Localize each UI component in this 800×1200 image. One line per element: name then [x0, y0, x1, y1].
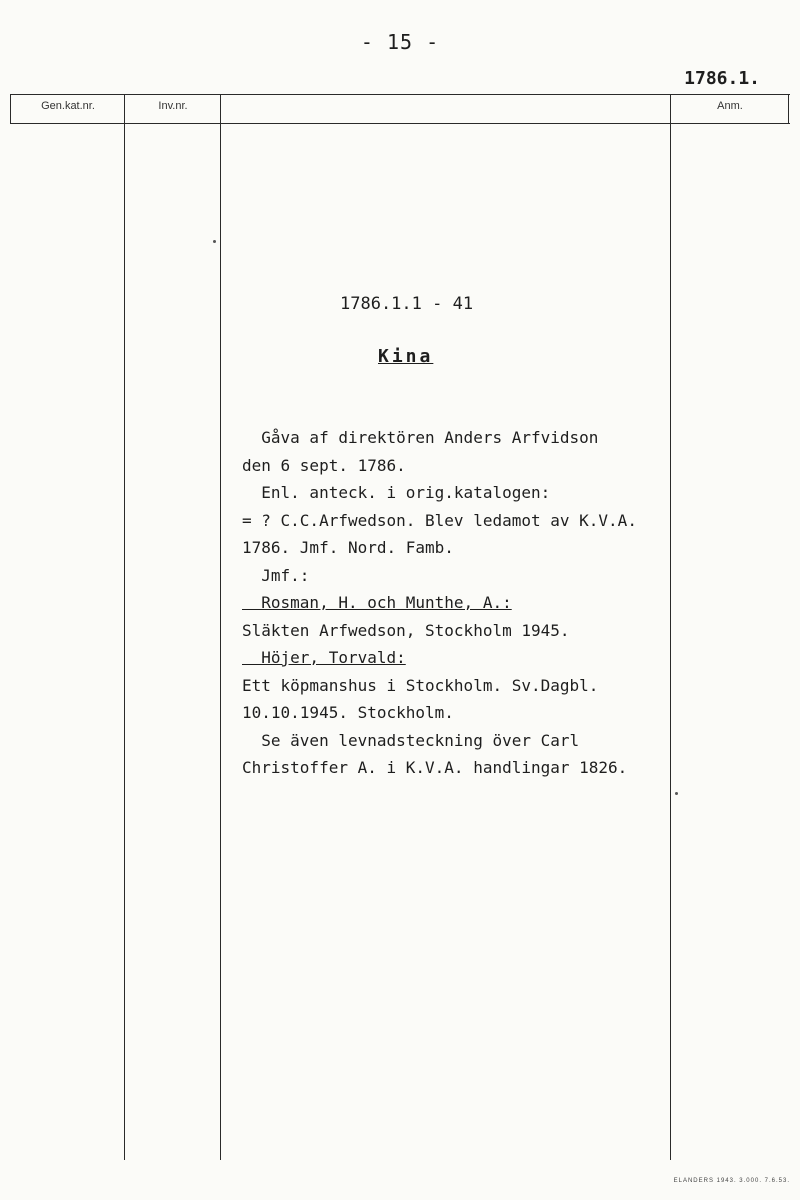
series-number: 1786.1.	[684, 68, 760, 89]
text-line: Christoffer A. i K.V.A. handlingar 1826.	[242, 758, 628, 777]
left-border-rule	[10, 94, 11, 124]
text-line: Jmf.:	[242, 565, 310, 585]
scan-speck	[675, 792, 678, 795]
column-header-gen-kat-nr: Gen.kat.nr.	[41, 100, 95, 112]
text-line: Gåva af direktören Anders Arfvidson	[242, 428, 599, 447]
catalog-number-range: 1786.1.1 - 41	[340, 294, 474, 314]
record-text	[242, 424, 682, 782]
text-line: Släkten Arfwedson, Stockholm 1945.	[242, 620, 570, 640]
record-heading: Kina	[378, 346, 434, 367]
text-line: 1786. Jmf. Nord. Famb.	[242, 538, 454, 557]
header-bottom-rule	[10, 123, 790, 124]
column-header-inv-nr: Inv.nr.	[158, 100, 188, 112]
reference-author-line: Rosman, H. och Munthe, A.:	[242, 593, 512, 612]
text-line: den 6 sept. 1786.	[242, 455, 406, 475]
text-line: = ? C.C.Arfwedson. Blev ledamot av K.V.A.	[242, 510, 637, 530]
text-line: Ett köpmanshus i Stockholm. Sv.Dagbl.	[242, 675, 599, 695]
right-border-rule	[788, 94, 789, 124]
reference-author-line: Höjer, Torvald:	[242, 648, 406, 667]
text-line: Se även levnadsteckning över Carl	[242, 730, 580, 750]
table-top-rule	[10, 94, 790, 95]
text-line: Enl. anteck. i orig.katalogen:	[242, 483, 551, 502]
text-line: 10.10.1945. Stockholm.	[242, 703, 454, 722]
column-rule-2	[220, 94, 221, 1160]
column-header-anm: Anm.	[717, 100, 743, 112]
printer-imprint: ELANDERS 1943. 3.000. 7.6.53.	[673, 1178, 790, 1184]
page-number: - 15 -	[360, 30, 440, 54]
scan-speck	[213, 240, 216, 243]
column-rule-1	[124, 94, 125, 1160]
